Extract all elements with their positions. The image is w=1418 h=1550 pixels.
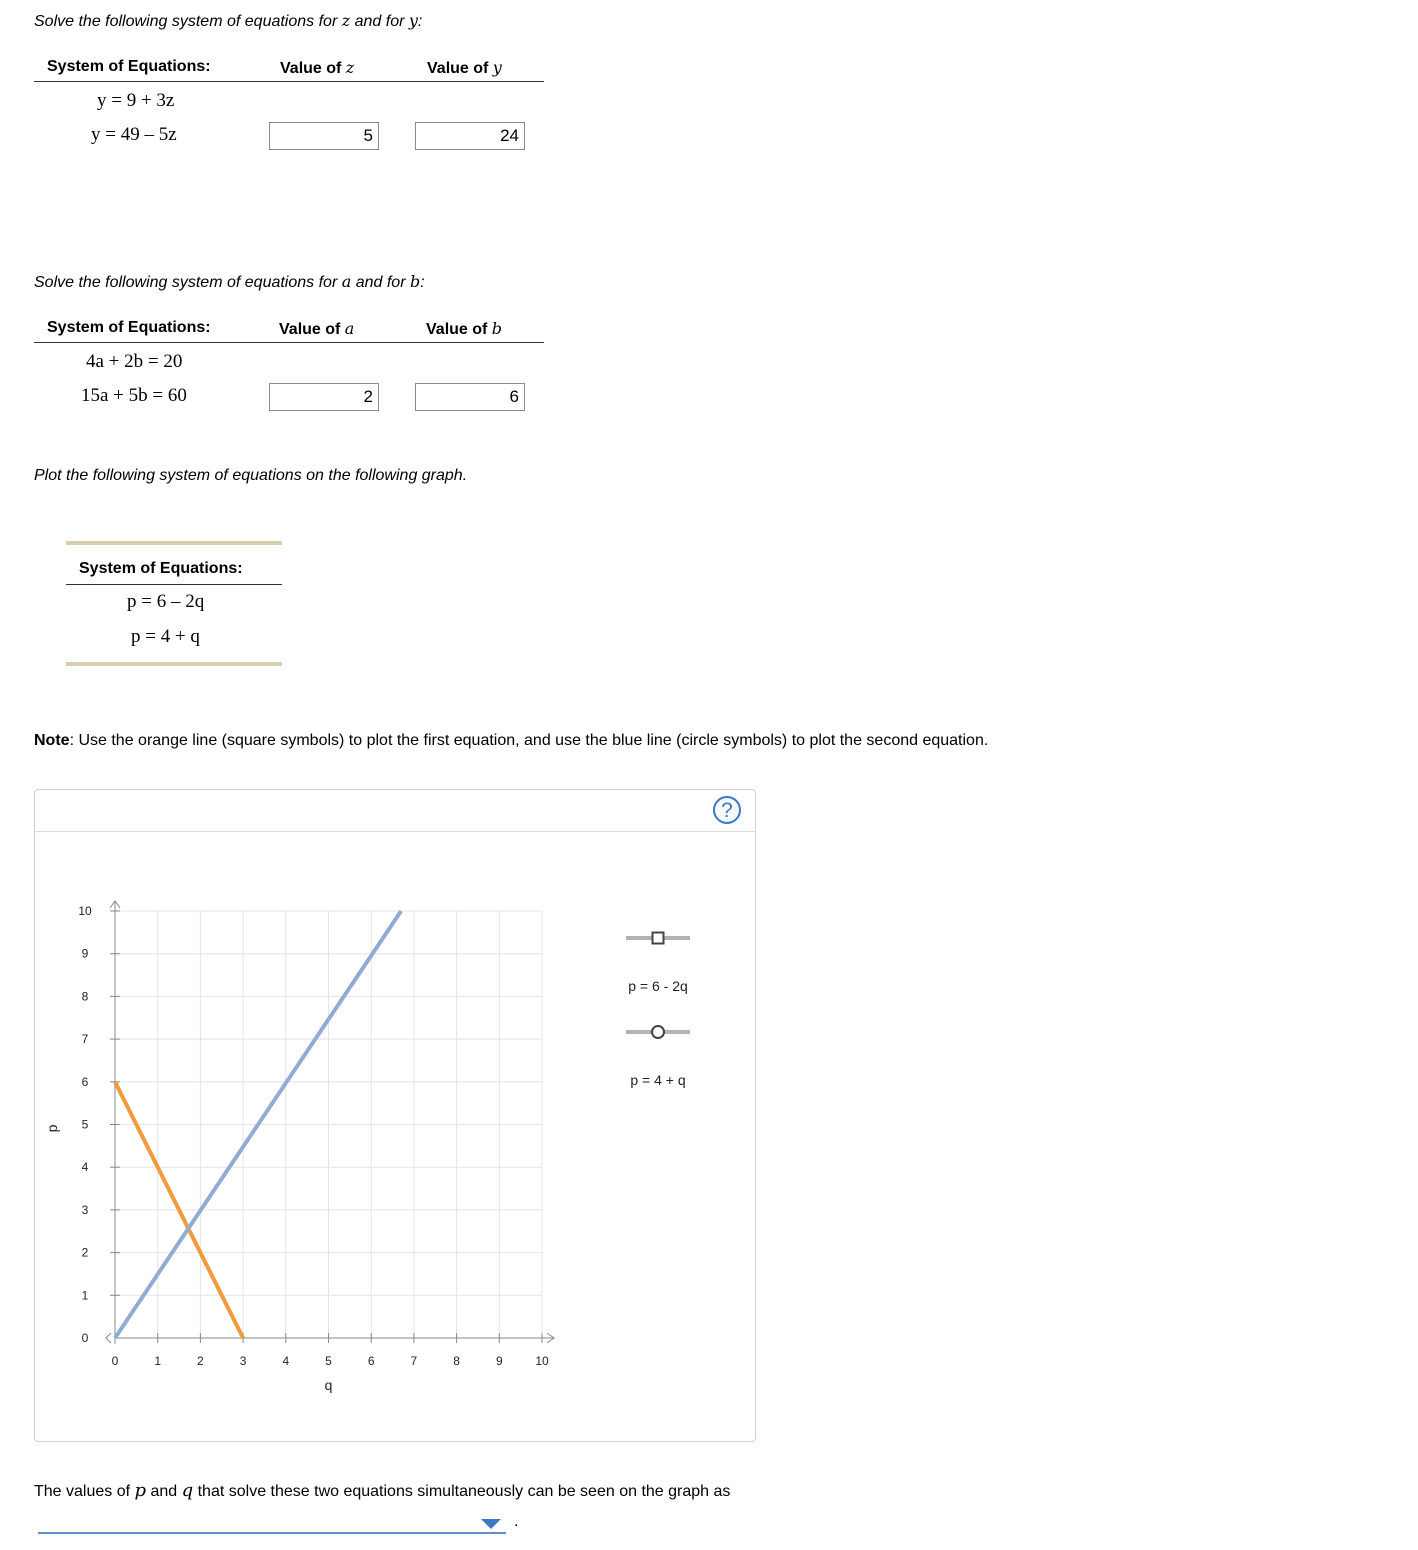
note-label: Note: [34, 732, 70, 749]
section1-header-value-z: [280, 58, 354, 78]
y-tick-label: 2: [81, 1245, 89, 1260]
x-tick-label: 6: [367, 1354, 375, 1368]
square-symbol-icon[interactable]: [653, 933, 664, 944]
section1-prompt-mid: and for: [350, 13, 409, 30]
x-tick-label: 2: [197, 1354, 204, 1368]
header-var: b: [491, 319, 503, 338]
legend[interactable]: [626, 933, 690, 1089]
x-tick-label: 5: [325, 1354, 332, 1368]
x-tick-label: 4: [282, 1354, 290, 1368]
dropdown-arrow-icon[interactable]: [481, 1519, 501, 1529]
section3-top-bar: [66, 541, 282, 545]
note: [34, 732, 988, 750]
x-tick-label: 3: [239, 1354, 247, 1368]
section1-prompt-post: :: [417, 13, 423, 30]
section2-header-system: System of Equations:: [47, 319, 211, 336]
section2-header-rule: [34, 342, 544, 343]
graph-panel: [34, 789, 756, 1442]
header-var: y: [492, 58, 502, 77]
help-icon[interactable]: ?: [713, 796, 741, 824]
y-axis-title: p: [44, 1124, 60, 1133]
answer-dropdown[interactable]: [38, 1532, 506, 1534]
y-tick-label: 3: [81, 1202, 89, 1217]
header-value-prefix: Value of: [426, 321, 492, 338]
x-tick-label: 7: [410, 1354, 418, 1368]
y-tick-label: 4: [81, 1160, 89, 1175]
section1-prompt-text: Solve the following system of equations for: [34, 13, 342, 30]
x-axis-origin-arrow-icon: [106, 1333, 111, 1343]
value-z-input[interactable]: 5: [269, 122, 379, 150]
section2-equation-1: 4a + 2b = 20: [86, 351, 183, 372]
x-tick-label: 8: [453, 1354, 460, 1368]
section1-equation-1: y = 9 + 3z: [97, 90, 175, 111]
section2-header-value-b: [426, 319, 502, 339]
section2-var-a: a: [341, 272, 352, 291]
section2-prompt: [34, 272, 425, 292]
header-var: z: [345, 58, 355, 77]
y-tick-label: 0: [81, 1331, 89, 1345]
section1-header-value-y: [427, 58, 502, 78]
legend-label: p = 4 + q: [630, 1072, 686, 1088]
section3-header-system: System of Equations:: [79, 560, 243, 577]
section1-equation-2: y = 49 – 5z: [91, 124, 177, 145]
final-period: .: [514, 1513, 519, 1530]
final-var-p: p: [134, 1480, 147, 1501]
circle-symbol-icon[interactable]: [652, 1026, 664, 1038]
y-tick-label: 5: [81, 1117, 89, 1132]
section2-equation-2: 15a + 5b = 60: [81, 385, 187, 406]
x-axis-title: q: [324, 1377, 333, 1393]
note-text: : Use the orange line (square symbols) to plot the first equation, and use the blue line (circle symbols) to plot the second equation.: [69, 732, 989, 749]
y-tick-label: 6: [81, 1074, 89, 1089]
legend-label: p = 6 - 2q: [628, 978, 688, 994]
section1-var-y: y: [408, 11, 418, 30]
final-text-post: that solve these two equations simultaneously can be seen on the graph as: [193, 1483, 731, 1500]
grid: [115, 911, 542, 1338]
final-var-q: q: [181, 1480, 194, 1501]
y-tick-label: 10: [78, 904, 92, 918]
header-value-prefix: Value of: [427, 60, 493, 77]
header-value-prefix: Value of: [279, 321, 345, 338]
graph-canvas[interactable]: [35, 790, 755, 1441]
final-text-mid: and: [146, 1483, 182, 1500]
section1-header-rule: [34, 81, 544, 82]
section2-prompt-post: :: [420, 274, 425, 291]
y-tick-label: 8: [81, 989, 89, 1004]
section3-header-rule: [66, 584, 282, 585]
y-tick-label: 1: [81, 1288, 89, 1303]
section1-prompt: [34, 11, 422, 31]
value-y-input[interactable]: 24: [415, 122, 525, 150]
value-b-input[interactable]: 6: [415, 383, 525, 411]
final-question: [34, 1480, 730, 1501]
section1-var-z: z: [341, 11, 351, 30]
section2-var-b: b: [409, 272, 421, 291]
y-tick-label: 7: [81, 1032, 89, 1047]
axes: [106, 901, 554, 1344]
value-a-input[interactable]: 2: [269, 383, 379, 411]
section3-equation-1: p = 6 – 2q: [127, 591, 205, 612]
section2-header-value-a: [279, 319, 354, 339]
section2-prompt-mid: and for: [351, 274, 410, 291]
tick-labels: [44, 904, 549, 1393]
header-value-prefix: Value of: [280, 60, 346, 77]
x-tick-label: 0: [111, 1354, 119, 1368]
section2-prompt-text: Solve the following system of equations for: [34, 274, 342, 291]
x-tick-label: 9: [495, 1354, 503, 1368]
section3-equation-2: p = 4 + q: [131, 626, 200, 647]
section3-bottom-bar: [66, 662, 282, 666]
header-var: a: [344, 319, 355, 338]
section3-prompt: Plot the following system of equations on the following graph.: [34, 467, 468, 484]
x-tick-label: 1: [154, 1354, 162, 1368]
y-tick-label: 9: [81, 946, 89, 961]
x-tick-label: 10: [535, 1354, 549, 1368]
final-text-pre: The values of: [34, 1483, 135, 1500]
section1-header-system: System of Equations:: [47, 58, 211, 75]
